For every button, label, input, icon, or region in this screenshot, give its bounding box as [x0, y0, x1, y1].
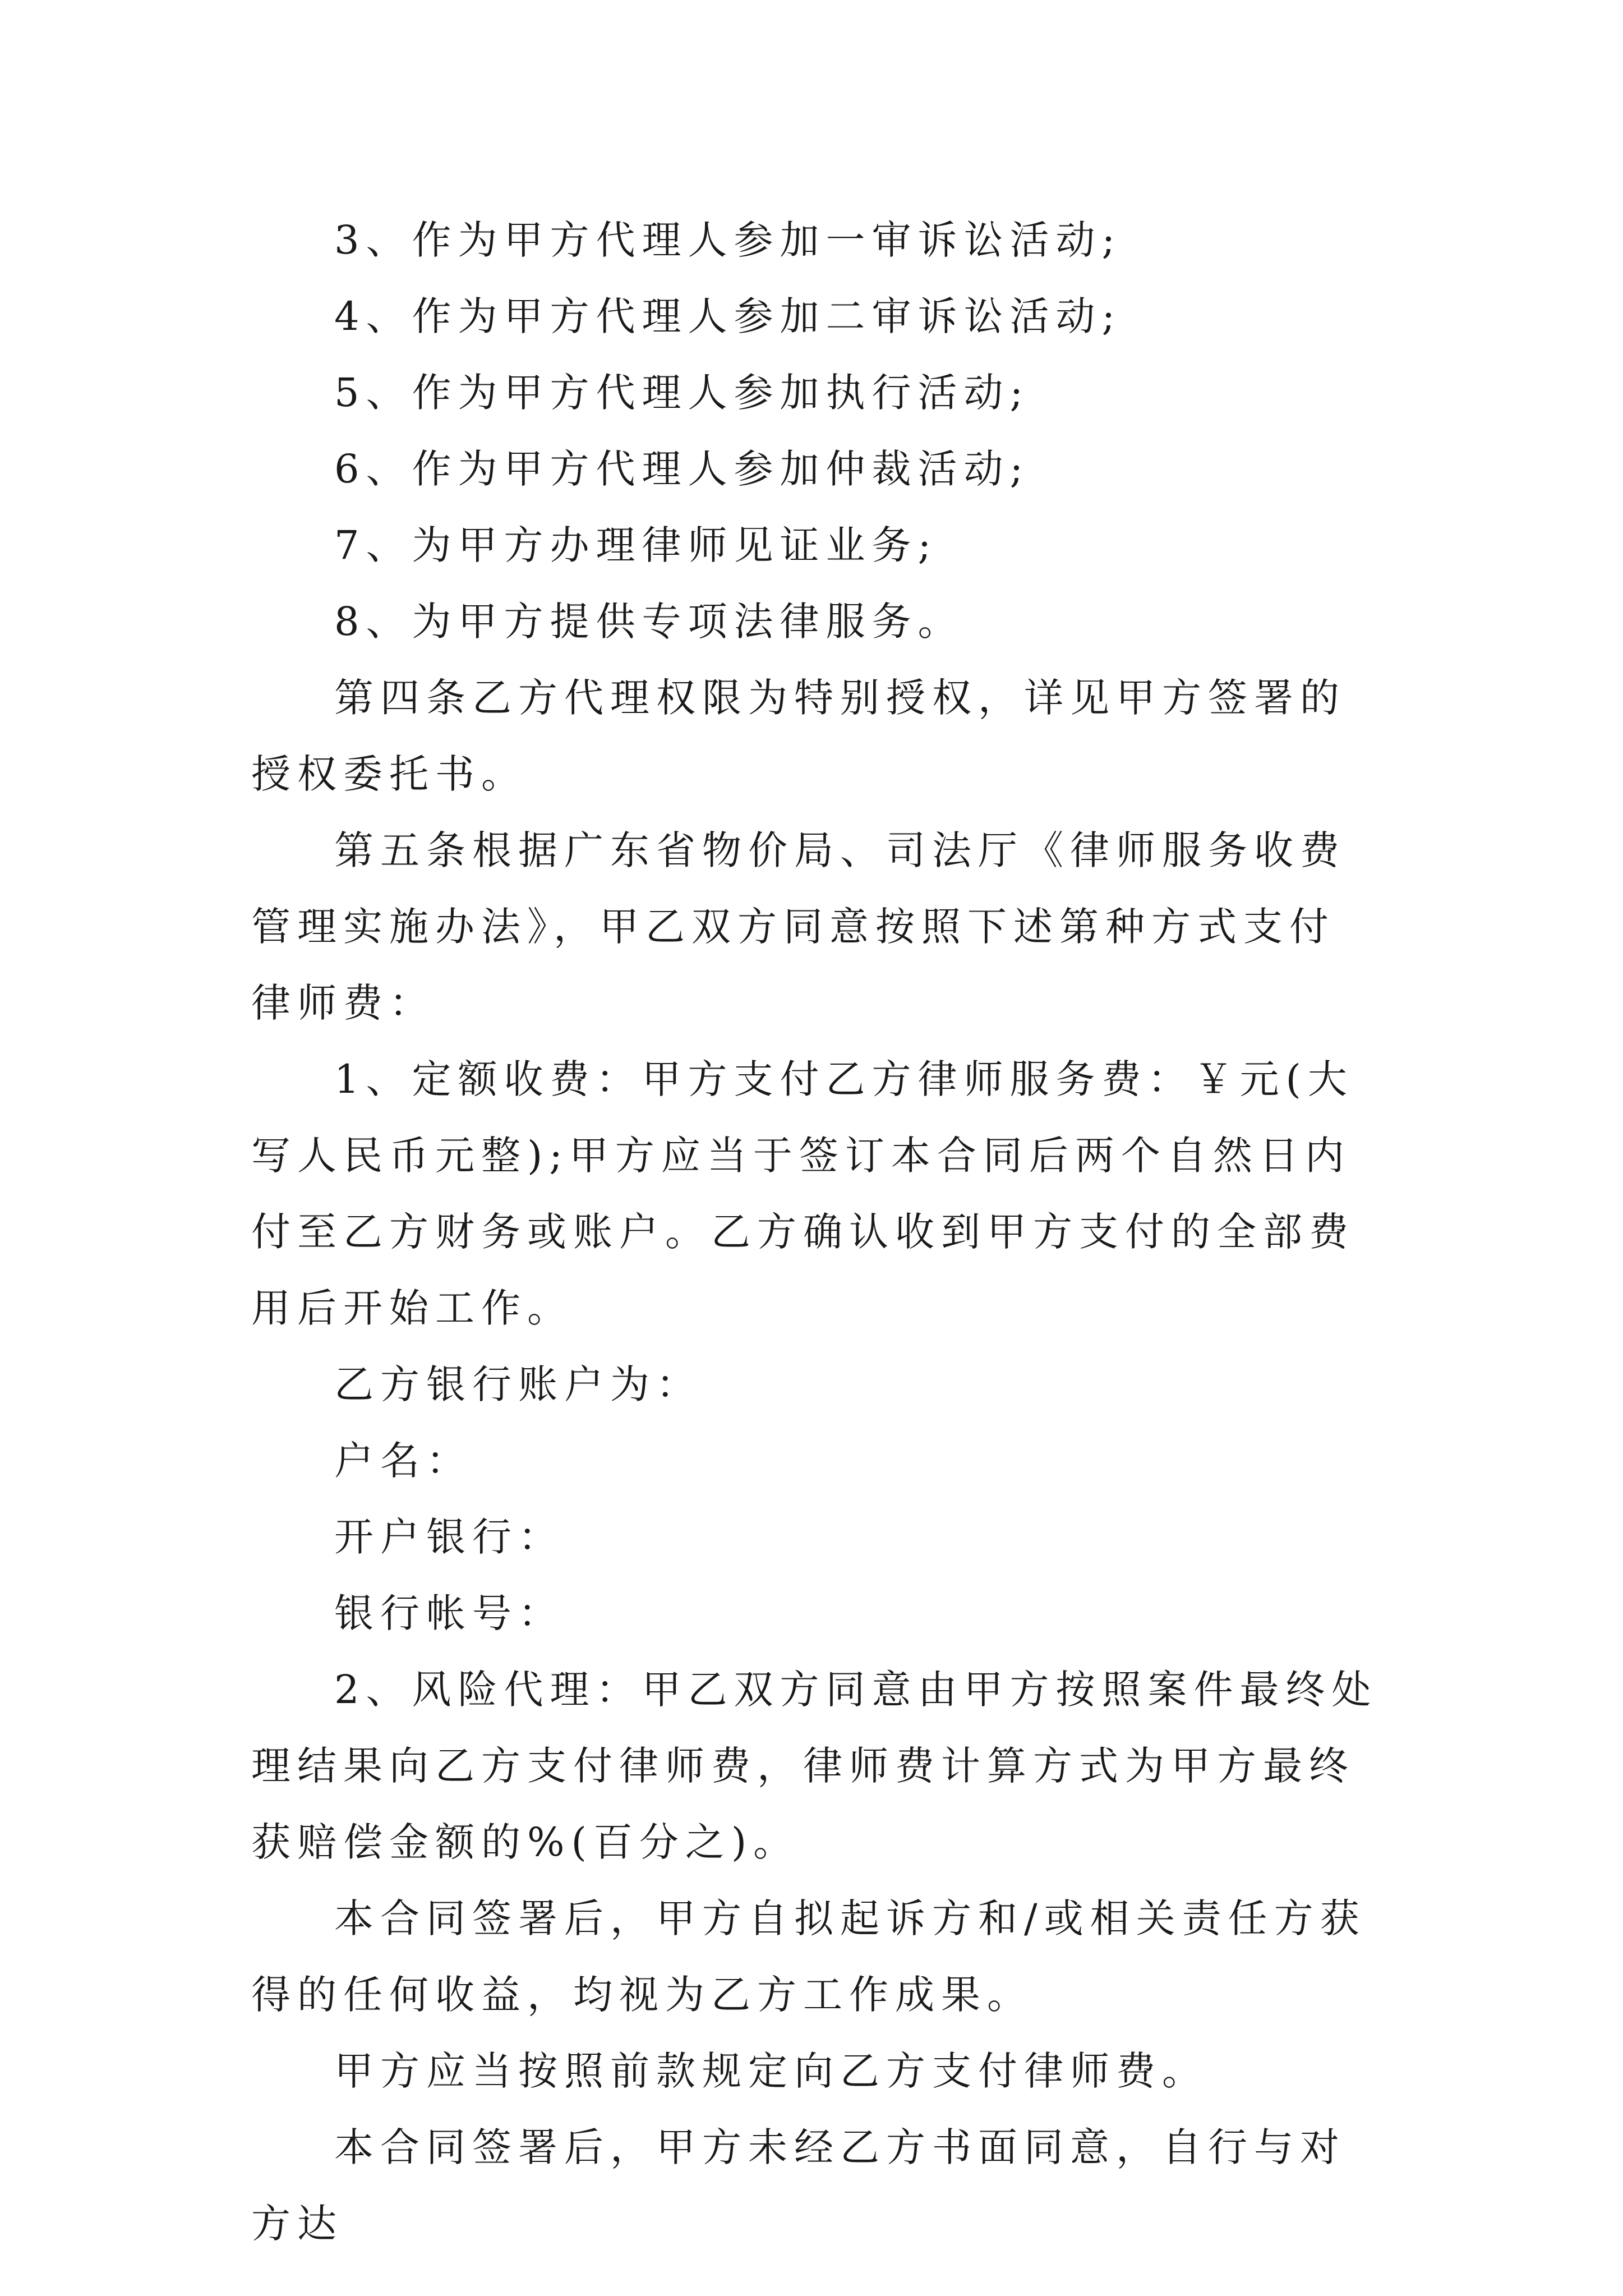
paragraph-proceeds: 本合同签署后，甲方自拟起诉方和/或相关责任方获得的任何收益，均视为乙方工作成果。: [251, 1895, 1366, 2018]
paragraph-article-4: 第四条乙方代理权限为特别授权，详见甲方签署的授权委托书。: [251, 675, 1346, 797]
paragraph-bank-account-heading: 乙方银行账户为：: [334, 1361, 702, 1407]
paragraph-risk-agency: 2、风险代理：甲乙双方同意由甲方按照案件最终处理结果向乙方支付律师费，律师费计算方式为甲方最终获赔偿金额的%(百分之)。: [251, 1667, 1378, 1865]
paragraph-item-6: 6、作为甲方代理人参加仲裁活动;: [334, 446, 1030, 492]
paragraph-bank-name: 开户银行：: [334, 1514, 564, 1560]
paragraph-item-4: 4、作为甲方代理人参加二审诉讼活动;: [334, 293, 1122, 339]
paragraph-article-5: 第五条根据广东省物价局、司法厅《律师服务收费管理实施办法》，甲乙双方同意按照下述第种方式支付律师费：: [251, 827, 1346, 1026]
paragraph-payment-obligation: 甲方应当按照前款规定向乙方支付律师费。: [334, 2048, 1208, 2094]
paragraph-settlement: 本合同签署后，甲方未经乙方书面同意，自行与对方达: [251, 2124, 1346, 2247]
paragraph-item-7: 7、为甲方办理律师见证业务;: [334, 522, 938, 568]
paragraph-fixed-fee: 1、定额收费：甲方支付乙方律师服务费：￥元(大写人民币元整);甲方应当于签订本合同后两个自然日内付至乙方财务或账户。乙方确认收到甲方支付的全部费用后开始工作。: [251, 1056, 1355, 1331]
paragraph-item-8: 8、为甲方提供专项法律服务。: [334, 599, 964, 645]
paragraph-bank-number: 银行帐号：: [334, 1590, 564, 1636]
paragraph-item-3: 3、作为甲方代理人参加一审诉讼活动;: [334, 217, 1122, 263]
document-body: [251, 202, 1378, 2262]
paragraph-item-5: 5、作为甲方代理人参加执行活动;: [334, 370, 1030, 416]
paragraph-account-name: 户名：: [334, 1438, 472, 1484]
